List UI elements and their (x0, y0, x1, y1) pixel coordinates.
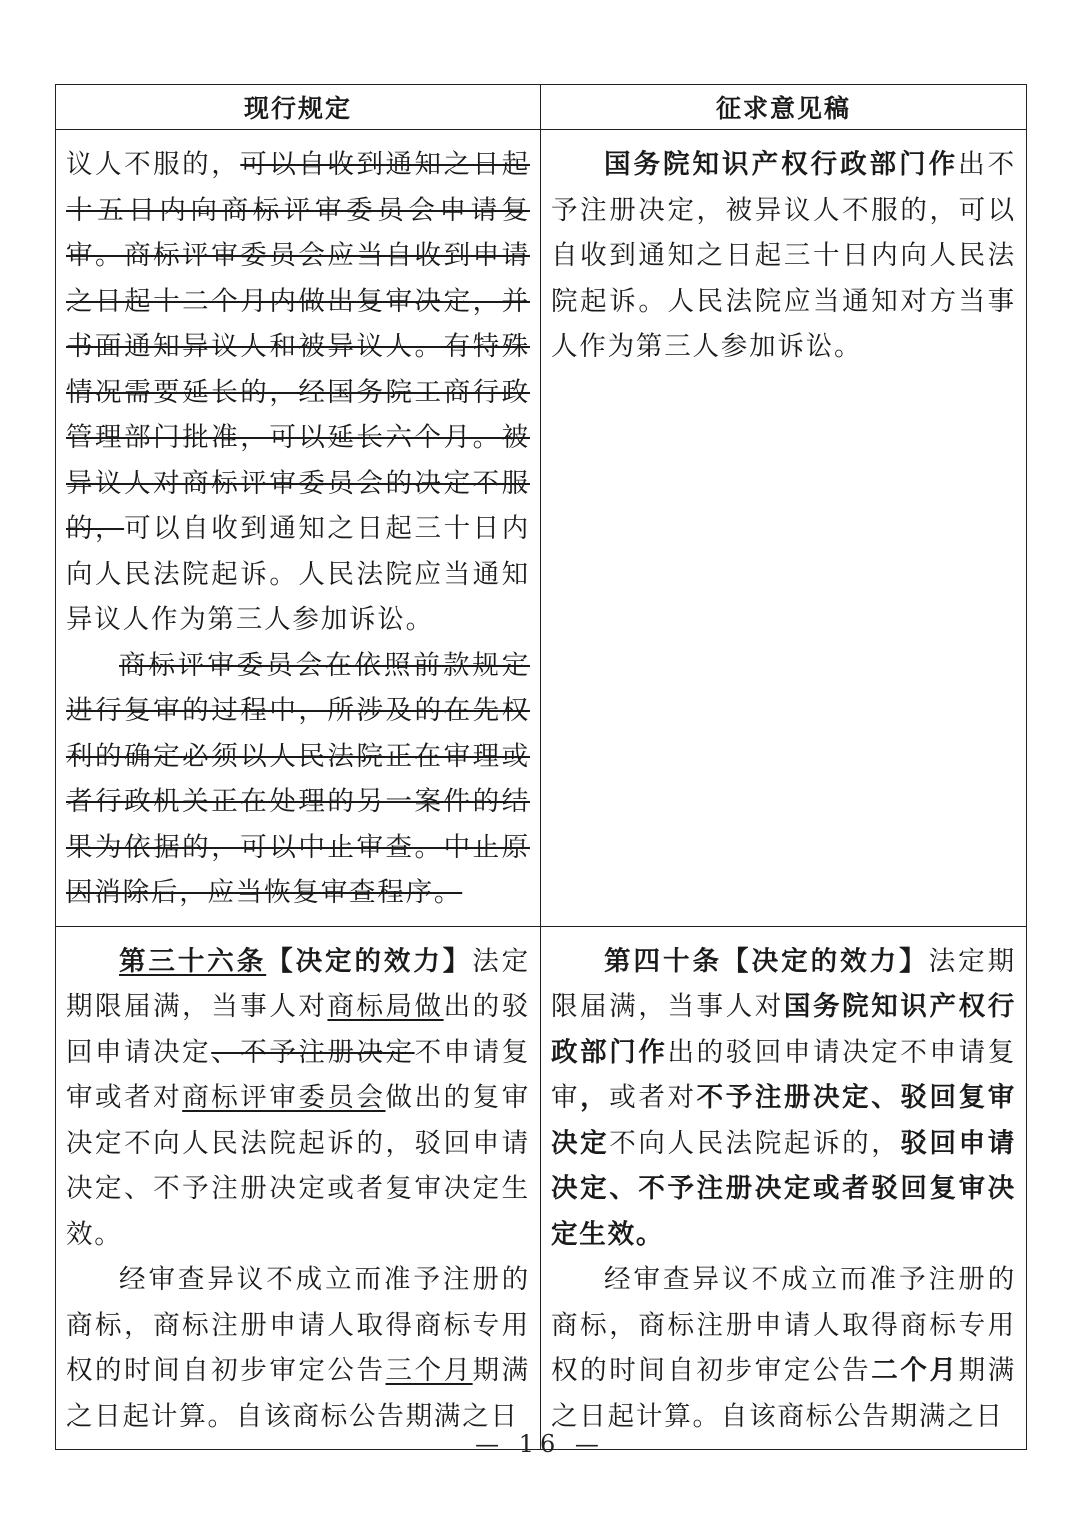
changed-text: 商标评审委员会 (182, 1082, 386, 1113)
text-run: 或者对 (609, 1082, 697, 1113)
text-run: 不向人民法院起诉的， (609, 1127, 901, 1159)
text-run: 经审查异议不成立而准予注册的商标，商标注册申请人取得商标专用权的时间自初步审定公告 (66, 1264, 530, 1386)
draft-cell (541, 130, 1027, 927)
article-title: 第四十条【决定的效力】 (604, 945, 929, 977)
text-run: 议人不服的， (66, 149, 241, 180)
paragraph (551, 1257, 1016, 1439)
text-run: 不申请复审或者对 (66, 1036, 531, 1113)
added-text: 驳回申请决定、不予注册决定或者驳回复审决定生效。 (551, 1127, 1016, 1250)
text-run: 出的驳回申请决定 (66, 991, 531, 1068)
paragraph (66, 643, 530, 916)
article-number: 第三十六条 (119, 945, 267, 977)
header-draft-for-comment: 征求意见稿 (541, 85, 1027, 130)
article-title: 【决定的效力】 (266, 945, 473, 977)
changed-text: 商标局做 (327, 991, 444, 1022)
text-run: 期满之日起计算。自该商标公告期满之日 (551, 1355, 1016, 1432)
text-run: 经审查异议不成立而准予注册的商标，商标注册申请人取得商标专用权的时间自初步审定公告 (551, 1264, 1016, 1386)
changed-text: 三个月 (385, 1355, 473, 1386)
table-header-row (56, 85, 1027, 130)
text-run: 期满之日起计算。自该商标公告期满之日 (66, 1355, 530, 1432)
table-row (56, 926, 1027, 1450)
added-text: 二个月 (871, 1355, 959, 1386)
added-text: ， (580, 1082, 610, 1113)
current-rules-cell (56, 926, 541, 1450)
deleted-text: 商标评审委员会在依照前款规定进行复审的过程中，所涉及的在先权利的确定必须以人民法院正在审理或者行政机关正在处理的另一案件的结果为依据的，可以中止审查。中止原因消除后，应当恢复审查程序。 (66, 649, 530, 908)
added-text: 国务院知识产权行政部门作 (604, 149, 959, 180)
text-run: 做出的复审决定不向人民法院起诉的，驳回申请决定、不予注册决定或者复审决定生效。 (66, 1082, 530, 1250)
text-run: 出的驳回申请决定不申请复审 (551, 1036, 1016, 1113)
text-run: 法定期限届满，当事人对 (551, 945, 1016, 1022)
comparison-table (55, 84, 1027, 1450)
table-row (56, 130, 1027, 927)
deleted-text: 可以自收到通知之日起十五日内向商标评审委员会申请复审。商标评审委员会应当自收到申请之日起十二个月内做出复审决定，并书面通知异议人和被异议人。有特殊情况需要延长的，经国务院工商行政管理部门批准，可以延长六个月。被异议人对商标评审委员会的决定不服的， (66, 149, 530, 544)
paragraph (551, 142, 1016, 370)
paragraph (66, 142, 530, 643)
deleted-text: 、不予注册决定 (211, 1036, 415, 1068)
header-current-rules: 现行规定 (56, 85, 541, 130)
text-run: 可以自收到通知之日起三十日内向人民法院起诉。人民法院应当通知异议人作为第三人参加诉讼。 (66, 513, 530, 635)
added-text: 不予注册决定、驳回复审决定 (551, 1082, 1016, 1159)
page-number: — 16 — (475, 1430, 605, 1458)
text-run: 出不予注册决定，被异议人不服的，可以自收到通知之日起三十日内向人民法院起诉。人民法院应当通知对方当事人作为第三人参加诉讼。 (551, 149, 1016, 362)
paragraph (66, 1257, 530, 1439)
paragraph (66, 939, 530, 1258)
draft-cell (541, 926, 1027, 1450)
current-rules-cell (56, 130, 541, 927)
added-text: 国务院知识产权行政部门作 (551, 991, 1016, 1068)
text-run: 法定期限届满，当事人对 (66, 945, 530, 1022)
paragraph (551, 939, 1016, 1258)
